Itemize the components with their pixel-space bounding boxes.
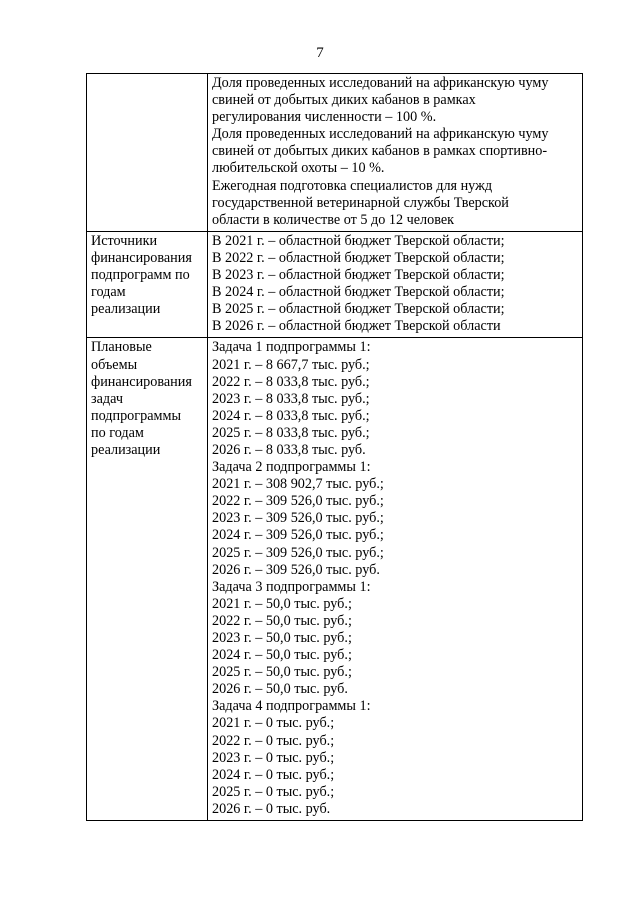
content-line: государственной ветеринарной службы Тверской [212, 194, 509, 211]
content-line: Задача 1 подпрограммы 1: [212, 339, 371, 356]
content-line: 2023 г. – 0 тыс. руб.; [212, 749, 335, 766]
content-line: Задача 2 подпрограммы 1: [212, 459, 371, 476]
content-line: 2023 г. – 309 526,0 тыс. руб.; [212, 510, 384, 527]
content-line: В 2022 г. – областной бюджет Тверской области; [212, 249, 505, 266]
content-line: области в количестве от 5 до 12 человек [212, 211, 455, 228]
content-line: 2023 г. – 8 033,8 тыс. руб.; [212, 390, 370, 407]
content-line: 2021 г. – 8 667,7 тыс. руб.; [212, 356, 370, 373]
row-label-line: задач [91, 390, 123, 407]
row-content-cell [208, 74, 583, 232]
row-label-line: реализации [91, 441, 161, 458]
row-label-cell [87, 74, 208, 232]
content-line: 2026 г. – 0 тыс. руб. [212, 800, 331, 817]
content-line: Ежегодная подготовка специалистов для нужд [212, 177, 493, 194]
content-line: 2025 г. – 8 033,8 тыс. руб.; [212, 424, 370, 441]
row-label-line: реализации [91, 301, 161, 318]
row-label-line: подпрограмм по [91, 267, 190, 284]
table-row [87, 74, 583, 232]
content-line: 2025 г. – 50,0 тыс. руб.; [212, 664, 352, 681]
content-line: В 2021 г. – областной бюджет Тверской области; [212, 232, 505, 249]
content-line: 2023 г. – 50,0 тыс. руб.; [212, 630, 352, 646]
content-line: 2022 г. – 309 526,0 тыс. руб.; [212, 493, 384, 510]
content-line: 2021 г. – 50,0 тыс. руб.; [212, 595, 352, 612]
content-line: 2021 г. – 0 тыс. руб.; [212, 715, 335, 732]
content-line: 2022 г. – 50,0 тыс. руб.; [212, 612, 352, 629]
content-line: В 2025 г. – областной бюджет Тверской области; [212, 301, 505, 318]
content-line: регулирования численности – 100 %. [212, 109, 437, 126]
content-line: 2024 г. – 8 033,8 тыс. руб.; [212, 407, 370, 424]
row-label-line: Плановые [91, 339, 152, 356]
content-line: Задача 4 подпрограммы 1: [212, 698, 371, 715]
content-line: Доля проведенных исследований на африканскую чуму [212, 75, 549, 91]
content-line: свиней от добытых диких кабанов в рамках [212, 92, 476, 109]
content-line: свиней от добытых диких кабанов в рамках спортивно- [212, 143, 548, 160]
content-line: любительской охоты – 10 %. [212, 160, 385, 177]
row-label-cell [87, 338, 208, 821]
content-line: 2025 г. – 309 526,0 тыс. руб.; [212, 544, 384, 561]
row-content-cell [208, 231, 583, 338]
passport-table [86, 73, 583, 821]
content-line: 2026 г. – 50,0 тыс. руб. [212, 681, 348, 698]
row-label-line: годам [91, 284, 126, 301]
content-line: Задача 3 подпрограммы 1: [212, 578, 371, 595]
table-row [87, 338, 583, 821]
content-line: 2022 г. – 8 033,8 тыс. руб.; [212, 373, 370, 390]
row-content-cell [208, 338, 583, 821]
content-line: В 2024 г. – областной бюджет Тверской области; [212, 284, 505, 301]
content-line: В 2026 г. – областной бюджет Тверской области [212, 318, 501, 335]
row-label-line: финансирования [91, 373, 192, 390]
content-line: 2022 г. – 0 тыс. руб.; [212, 732, 335, 749]
row-label-line: по годам [91, 424, 144, 441]
content-line: 2026 г. – 309 526,0 тыс. руб. [212, 561, 380, 578]
row-label-line: финансирования [91, 249, 192, 266]
page-number: 7 [316, 45, 324, 61]
row-label-line: подпрограммы [91, 407, 181, 424]
row-label-line: объемы [91, 356, 138, 373]
content-line: 2024 г. – 50,0 тыс. руб.; [212, 647, 352, 664]
content-line: 2024 г. – 0 тыс. руб.; [212, 766, 335, 783]
content-line: 2025 г. – 0 тыс. руб.; [212, 783, 335, 800]
row-label-cell [87, 231, 208, 338]
table-row [87, 231, 583, 338]
content-line: 2024 г. – 309 526,0 тыс. руб.; [212, 527, 384, 544]
content-line: Доля проведенных исследований на африканскую чуму [212, 126, 549, 143]
row-label-line: Источники [91, 232, 158, 249]
content-line: В 2023 г. – областной бюджет Тверской области; [212, 267, 505, 284]
table-body [87, 74, 583, 821]
content-line: 2021 г. – 308 902,7 тыс. руб.; [212, 476, 384, 493]
content-line: 2026 г. – 8 033,8 тыс. руб. [212, 441, 366, 458]
